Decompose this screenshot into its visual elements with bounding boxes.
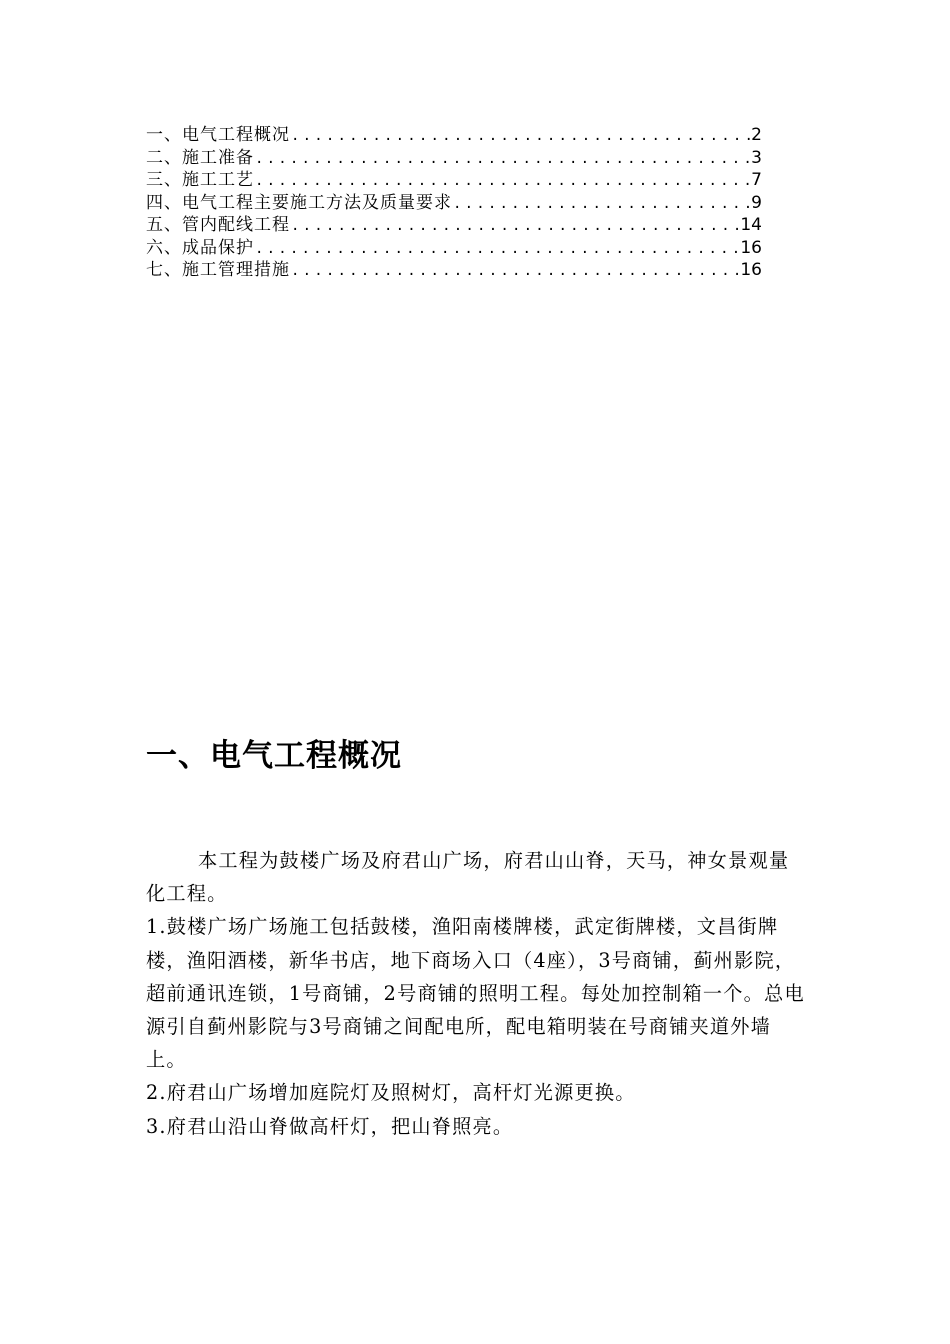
toc-entry[interactable]: [146, 169, 762, 192]
toc-entry-title: 三、施工工艺: [146, 170, 254, 190]
toc-leader-dots: [291, 125, 750, 148]
toc-leader-dots: [255, 238, 739, 261]
body-paragraph: 本工程为鼓楼广场及府君山广场，府君山山脊，天马，神女景观量化工程。: [146, 849, 790, 906]
body-paragraph: 3.府君山沿山脊做高杆灯，把山脊照亮。: [146, 1114, 514, 1138]
toc-page-number: 3: [751, 147, 762, 168]
toc-leader-dots: [291, 215, 739, 238]
table-of-contents: [146, 124, 762, 282]
toc-entry-title: 四、电气工程主要施工方法及质量要求: [146, 192, 452, 213]
toc-entry-title: 二、施工准备: [146, 147, 254, 168]
toc-entry[interactable]: [146, 214, 762, 237]
section-heading: 一、电气工程概况: [146, 738, 402, 774]
toc-leader-dots: [255, 148, 750, 171]
toc-entry-title: 六、成品保护: [146, 237, 254, 258]
toc-entry[interactable]: [146, 237, 762, 260]
toc-page-number: 16: [740, 237, 762, 258]
toc-leader-dots: [453, 193, 750, 216]
toc-entry-title: 七、施工管理措施: [146, 260, 290, 280]
toc-page-number: 14: [740, 215, 762, 235]
toc-leader-dots: [255, 170, 750, 193]
toc-entry-title: 一、电气工程概况: [146, 125, 290, 145]
body-paragraph: 2.府君山广场增加庭院灯及照树灯，高杆灯光源更换。: [146, 1081, 636, 1105]
toc-entry[interactable]: [146, 192, 762, 215]
toc-page-number: 7: [751, 170, 762, 190]
toc-page-number: 16: [740, 260, 762, 280]
toc-entry[interactable]: [146, 147, 762, 170]
section-body: [146, 844, 806, 1143]
toc-entry-title: 五、管内配线工程: [146, 215, 290, 235]
body-paragraph: 1.鼓楼广场广场施工包括鼓楼，渔阳南楼牌楼，武定街牌楼，文昌街牌楼，渔阳酒楼，新华书店，地下商场入口（4座），3号商铺，蓟州影院，超前通讯连锁，1号商铺，2号商铺的照明工程。每处加控制箱一个。总电源引自蓟州影院与3号商铺之间配电所，配电箱明装在号商铺夹道外墙上。: [146, 915, 805, 1072]
toc-entry[interactable]: [146, 124, 762, 147]
toc-entry[interactable]: [146, 259, 762, 282]
toc-page-number: 2: [751, 125, 762, 145]
toc-page-number: 9: [751, 192, 762, 213]
toc-leader-dots: [291, 260, 739, 283]
